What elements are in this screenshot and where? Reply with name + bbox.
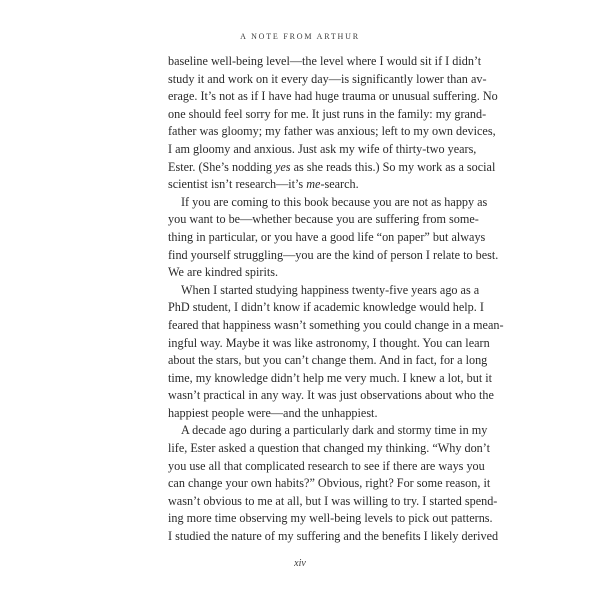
- text-line: you use all that complicated research to see if there are ways you: [168, 458, 485, 473]
- text-line: Ester. (She’s nodding yes as she reads this.) So my work as a social: [168, 159, 496, 174]
- text-line: father was gloomy; my father was anxious; left to my own devices,: [168, 124, 496, 139]
- text-line: life, Ester asked a question that changed my thinking. “Why don’t: [168, 441, 490, 456]
- text-line: erage. It’s not as if I have had huge trauma or unusual suffering. No: [168, 89, 498, 104]
- text-line: can change your own habits?” Obvious, right? For some reason, it: [168, 476, 491, 491]
- text-line: If you are coming to this book because you are not as happy as: [181, 194, 488, 209]
- text-line: study it and work on it every day—is significantly lower than av-: [168, 71, 487, 86]
- text-line: find yourself struggling—you are the kind of person I relate to best.: [168, 247, 499, 262]
- text-line: scientist isn’t research—it’s me-search.: [168, 177, 359, 192]
- text-line: baseline well-being level—the level where I would sit if I didn’t: [168, 54, 482, 68]
- body-text: [168, 53, 504, 546]
- text-line: PhD student, I didn’t know if academic knowledge would help. I: [168, 300, 484, 315]
- text-line: one should feel sorry for me. It just runs in the family: my grand-: [168, 106, 487, 121]
- text-line: ingful way. Maybe it was like astronomy, I thought. You can learn: [168, 335, 490, 350]
- text-line: happiest people were—and the unhappiest.: [168, 405, 378, 420]
- page-number: xiv: [294, 558, 306, 569]
- running-head: A NOTE FROM ARTHUR: [240, 32, 360, 41]
- text-line: We are kindred spirits.: [168, 265, 279, 280]
- text-line: ing more time observing my well-being levels to pick out patterns.: [168, 511, 493, 526]
- text-line: you want to be—whether because you are suffering from some-: [168, 212, 479, 227]
- text-line: A decade ago during a particularly dark and stormy time in my: [181, 423, 488, 438]
- text-line: I am gloomy and anxious. Just ask my wife of thirty-two years,: [168, 141, 477, 156]
- text-line: I studied the nature of my suffering and the benefits I likely derived: [168, 529, 499, 544]
- text-line: thing in particular, or you have a good life “on paper” but always: [168, 229, 486, 244]
- text-line: feared that happiness wasn’t something you could change in a mean-: [168, 317, 504, 332]
- text-line: time, my knowledge didn’t help me very much. I knew a lot, but it: [168, 370, 493, 385]
- text-line: When I started studying happiness twenty-five years ago as a: [181, 282, 480, 297]
- text-line: wasn’t practical in any way. It was just observations about who the: [168, 388, 494, 403]
- text-line: wasn’t obvious to me at all, but I was willing to try. I started spend-: [168, 493, 498, 508]
- text-line: about the stars, but you can’t change them. And in fact, for a long: [168, 353, 488, 368]
